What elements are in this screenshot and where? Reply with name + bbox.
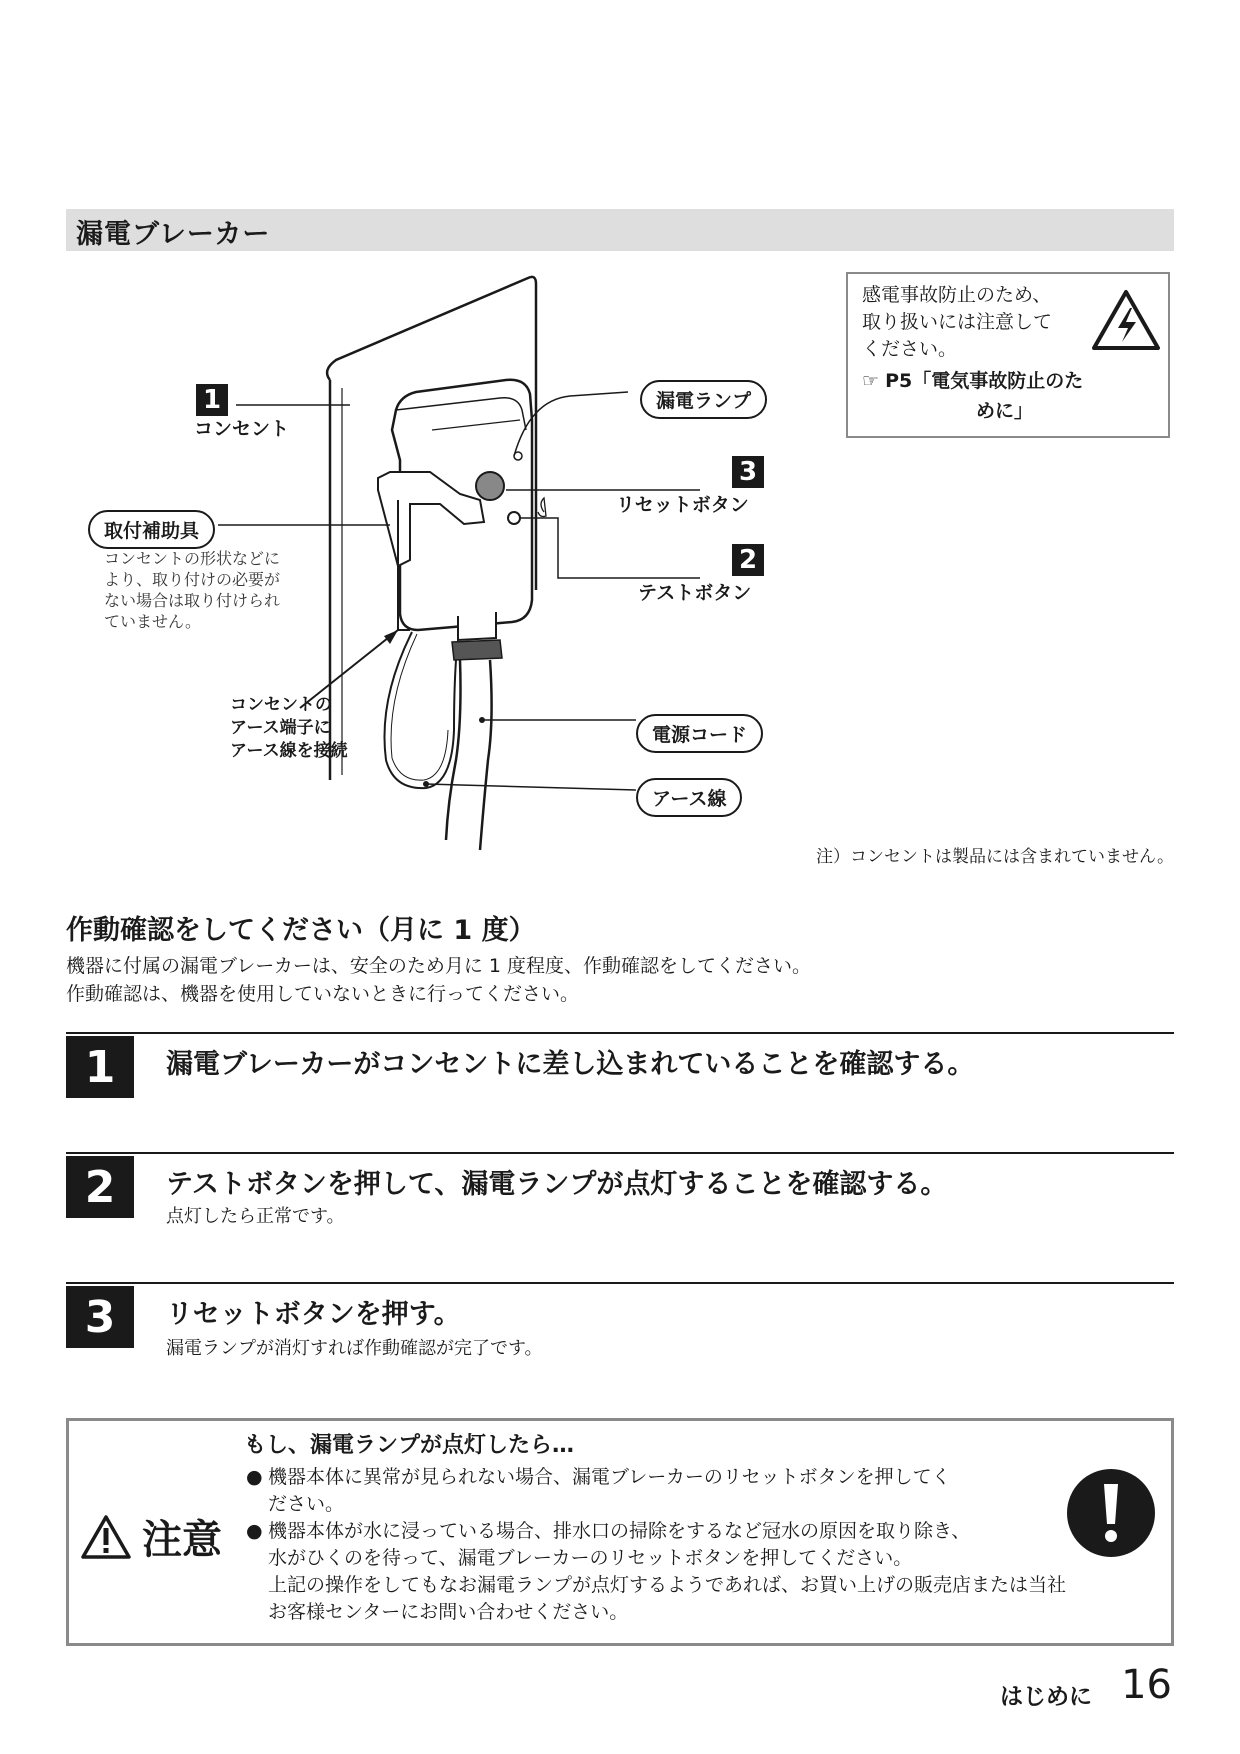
caution-label: 注意	[80, 1508, 222, 1565]
outlet-number-badge: 1	[196, 384, 228, 416]
earth-connection-note: コンセントの アース端子に アース線を接続	[230, 695, 348, 761]
bullet-icon: ●	[246, 1466, 263, 1488]
electric-shock-warning-icon	[1090, 288, 1162, 352]
test-button-shape	[508, 512, 520, 524]
footer-section-name: はじめに	[1000, 1684, 1092, 1710]
step-2-subtext: 点灯したら正常です。	[166, 1206, 345, 1227]
step-3-title: リセットボタンを押す。	[166, 1299, 461, 1330]
step-1-number: 1	[66, 1036, 134, 1098]
section-title: 漏電ブレーカー	[76, 219, 271, 250]
caution-bullet-1: ● 機器本体に異常が見られない場合、漏電ブレーカーのリセットボタンを押してく ださい。	[246, 1466, 951, 1515]
page-number: 16	[1121, 1662, 1172, 1708]
caution-extra: 上記の操作をしてもなお漏電ランプが点灯するようであれば、お買い上げの販売店または当社 お客様センターにお問い合わせください。	[268, 1574, 1067, 1623]
mandatory-action-icon	[1066, 1468, 1156, 1558]
step-3-number: 3	[66, 1286, 134, 1348]
outlet-label: コンセント	[194, 418, 290, 440]
check-intro: 機器に付属の漏電ブレーカーは、安全のため月に 1 度程度、作動確認をしてください。 作動確認は、機器を使用していないときに行ってください。	[66, 955, 812, 1005]
caution-body	[244, 1464, 1164, 1626]
helper-label: 取付補助具	[88, 510, 215, 549]
power-cord	[446, 660, 492, 850]
pointing-hand-icon: ☞	[862, 370, 886, 392]
step-2-rule	[66, 1152, 1174, 1154]
step-3-subtext: 漏電ランプが消灯すれば作動確認が完了です。	[166, 1338, 543, 1359]
earth-wire-label: アース線	[636, 778, 742, 817]
step-1-title: 漏電ブレーカーがコンセントに差し込まれていることを確認する。	[166, 1049, 975, 1080]
step-3-rule	[66, 1282, 1174, 1284]
warning-reference: ☞ P5「電気事故防止のた	[862, 370, 1084, 392]
warning-text: 感電事故防止のため、 取り扱いには注意して ください。	[862, 284, 1053, 360]
breaker-body	[378, 380, 532, 660]
reset-button-shape	[476, 472, 504, 500]
caution-triangle-icon	[80, 1514, 132, 1560]
warning-reference-cont: めに」	[976, 400, 1034, 422]
reset-number-badge: 3	[732, 456, 764, 488]
lamp-label: 漏電ランプ	[640, 380, 767, 419]
test-button-label: テストボタン	[638, 582, 752, 604]
reset-button-label: リセットボタン	[616, 494, 749, 516]
power-cord-label: 電源コード	[636, 714, 763, 753]
step-2-number: 2	[66, 1156, 134, 1218]
helper-note: コンセントの形状などに より、取り付けの必要が ない場合は取り付けられ ていません。	[104, 549, 281, 631]
outlet-not-included-note: 注）コンセントは製品には含まれていません。	[815, 847, 1174, 867]
caution-bullet-2: ● 機器本体が水に浸っている場合、排水口の掃除をするなど冠水の原因を取り除き、 水がひくのを待って、漏電ブレーカーのリセットボタンを押してください。	[246, 1520, 971, 1569]
check-heading: 作動確認をしてください（月に 1 度）	[66, 915, 536, 946]
step-2-title: テストボタンを押して、漏電ランプが点灯することを確認する。	[166, 1169, 948, 1200]
bullet-icon: ●	[246, 1520, 263, 1542]
caution-heading: もし、漏電ランプが点灯したら…	[244, 1433, 575, 1458]
step-1-rule	[66, 1032, 1174, 1034]
test-number-badge: 2	[732, 544, 764, 576]
